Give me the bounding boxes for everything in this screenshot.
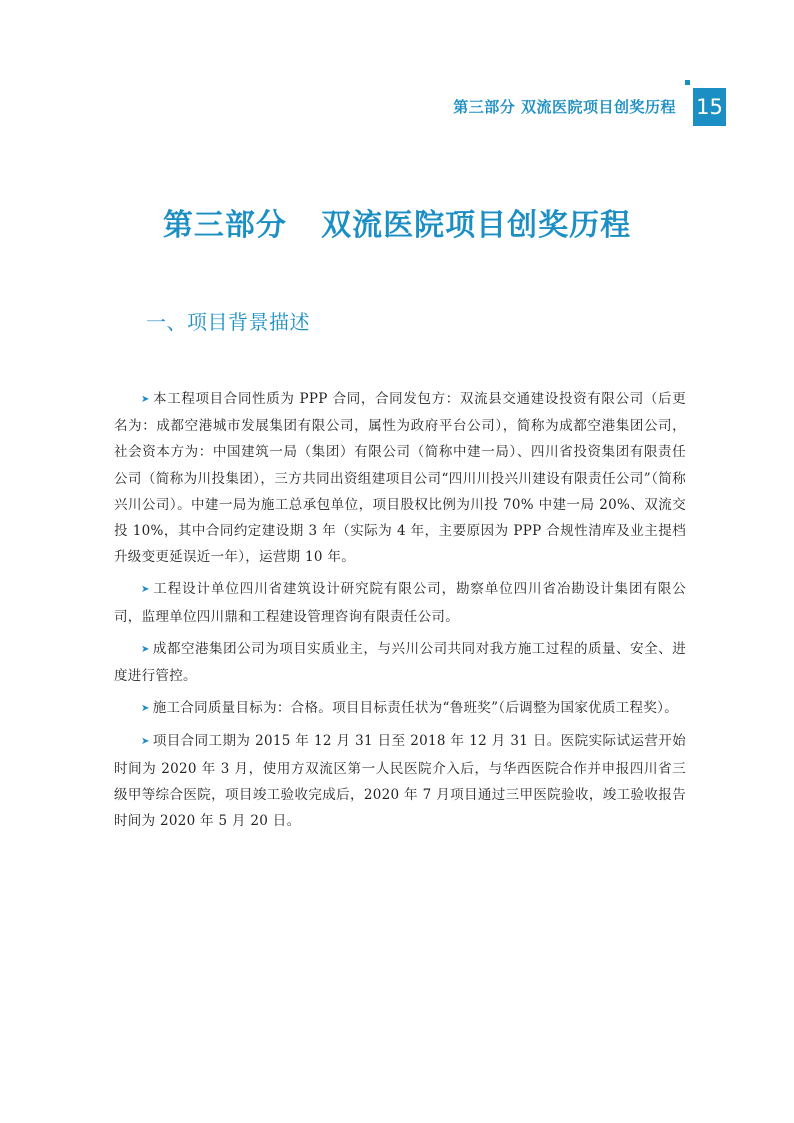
arrow-bullet-icon: ➤ [141, 703, 150, 715]
arrow-bullet-icon: ➤ [141, 394, 150, 405]
section-heading: 一、项目背景描述 [146, 310, 310, 334]
paragraph-owner [114, 636, 686, 689]
paragraph-text: 施工合同质量目标为：合格。项目目标责任状为“鲁班奖”（后调整为国家优质工程奖）。 [152, 700, 678, 717]
page-number-badge: 15 [693, 88, 726, 126]
chapter-title: 第三部分 双流医院项目创奖历程 [162, 208, 632, 243]
paragraph-text: 项目合同工期为 2015 年 12 月 31 日至 2018 年 12 月 31 日。医院实际试运营开始时间为 2020 年 3 月，使用方双流区第一人民医院介入后，与华西医院合作并申报四川省三级甲等综合医院，项目竣工验收完成后，2020 年 7 月项目通过三甲医院验收，竣工验收报告时间为 2020 年 5 月 20 日。 [114, 733, 686, 830]
paragraph-quality-target [114, 695, 686, 722]
paragraph-design-units [114, 576, 686, 629]
header-decor-square [685, 80, 690, 85]
arrow-bullet-icon: ➤ [141, 584, 150, 596]
arrow-bullet-icon: ➤ [141, 643, 150, 655]
paragraph-text: 成都空港集团公司为项目实质业主，与兴川公司共同对我方施工过程的质量、安全、进度进行管控。 [114, 640, 686, 685]
arrow-bullet-icon: ➤ [141, 736, 150, 748]
paragraph-contract [114, 386, 686, 570]
paragraph-text: 本工程项目合同性质为 PPP 合同，合同发包方：双流县交通建设投资有限公司（后更名为：成都空港城市发展集团有限公司，属性为政府平台公司），简称为成都空港集团公司，社会资本方为：中国建筑一局（集团）有限公司（简称中建一局）、四川省投资集团有限责任公司（简称为川投集团），三方共同出资组建项目公司“四川川投兴川建设有限责任公司”（简称兴川公司）。中建一局为施工总承包单位，项目股权比例为川投 70% 中建一局 20%、双流交投 10%，其中合同约定建设期 3 年（实际为 4 年，主要原因为 PPP 合规性清库及业主提档升级变更延误近一年），运营期 10 年。 [114, 391, 686, 566]
paragraph-schedule [114, 728, 686, 834]
paragraph-text: 工程设计单位四川省建筑设计研究院有限公司，勘察单位四川省冶勘设计集团有限公司，监理单位四川鼎和工程建设管理咨询有限责任公司。 [114, 581, 686, 625]
body-text [114, 386, 686, 840]
running-header-title: 第三部分 双流医院项目创奖历程 [453, 98, 676, 116]
